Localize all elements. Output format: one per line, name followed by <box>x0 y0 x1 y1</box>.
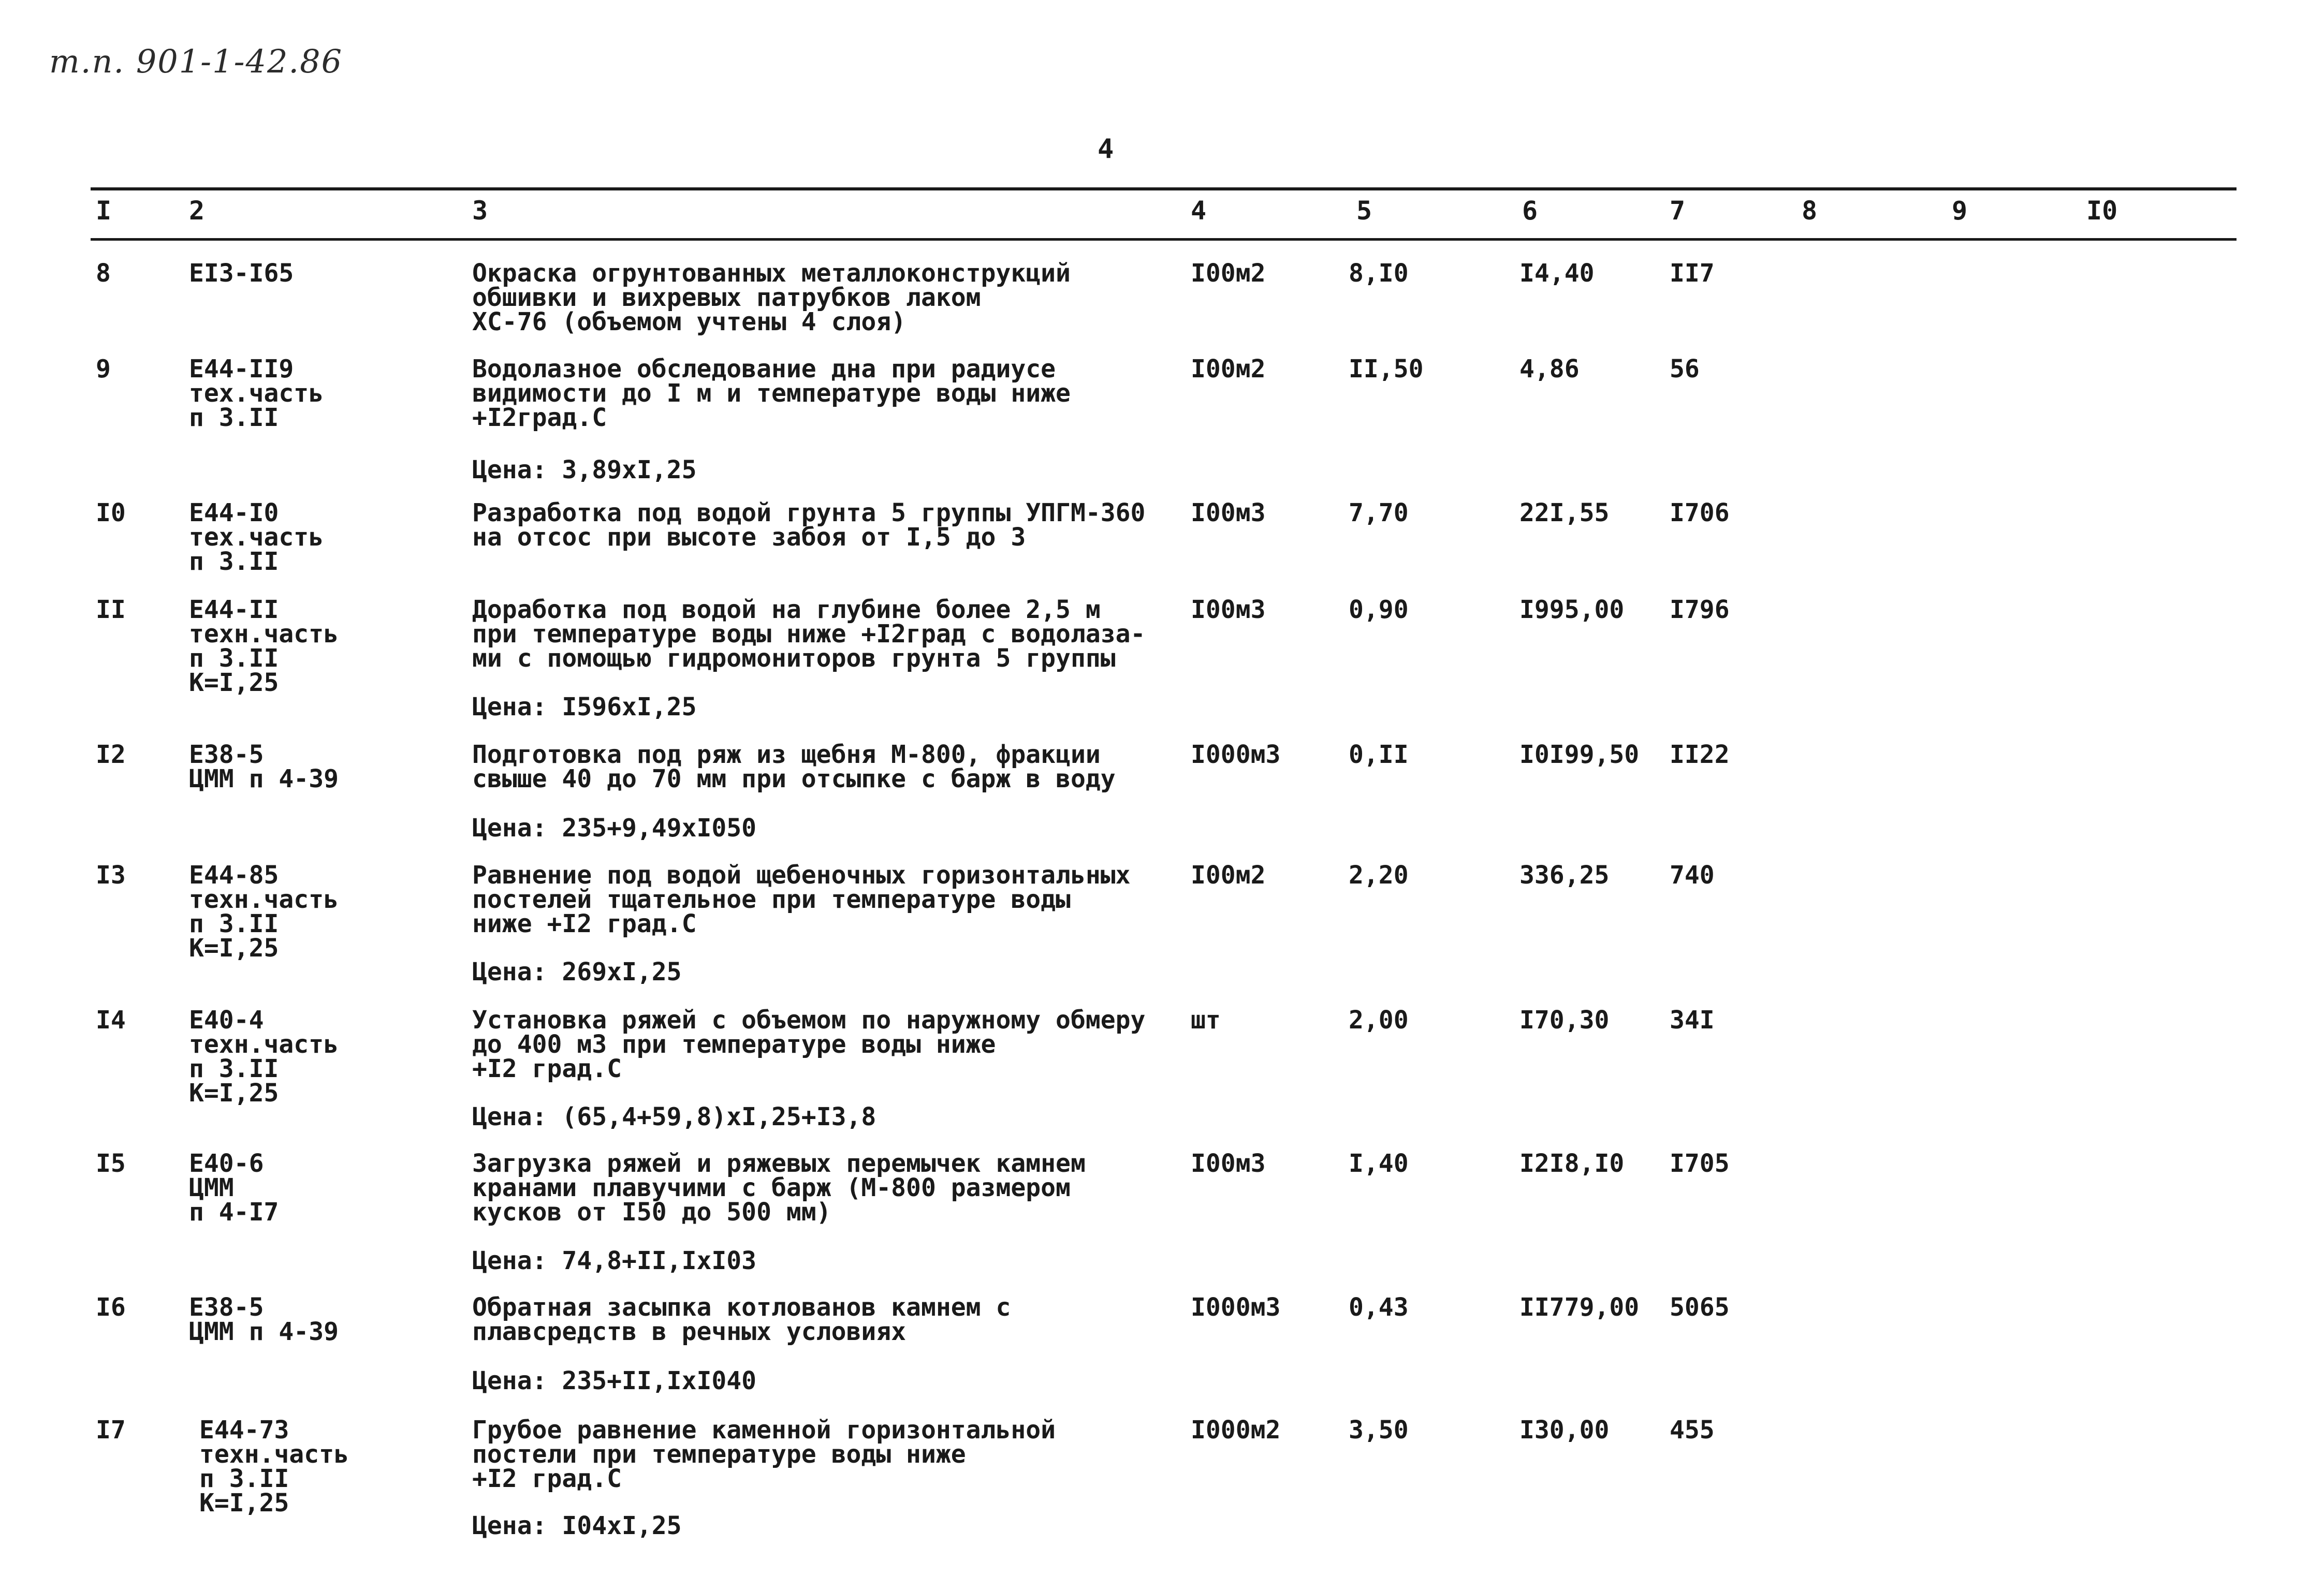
rate-code: E44-85 техн.часть п 3.II К=I,25 <box>189 861 339 963</box>
column-header-8: 8 <box>1802 196 1818 226</box>
unit-price: II779,00 <box>1519 1293 1640 1322</box>
work-description: Установка ряжей с объемом по наружному обмеру до 400 м3 при температуре воды ниже +I2 град.С <box>472 1006 1146 1083</box>
unit: I00м3 <box>1191 1149 1266 1178</box>
unit: I00м2 <box>1191 259 1266 288</box>
unit: I00м3 <box>1191 498 1266 527</box>
page-number: 4 <box>1098 134 1114 165</box>
rate-code: E40-4 техн.часть п 3.II К=I,25 <box>189 1006 339 1108</box>
quantity: 0,90 <box>1349 595 1409 624</box>
total-cost: I796 <box>1670 595 1730 624</box>
quantity: I,40 <box>1349 1149 1409 1178</box>
column-header-3: 3 <box>472 196 488 226</box>
rate-code: EI3-I65 <box>189 259 294 288</box>
column-header-10: I0 <box>2086 196 2118 226</box>
work-description: Водолазное обследование дна при радиусе видимости до I м и температуре воды ниже +I2град.С <box>472 355 1071 432</box>
price-note: Цена: 235+II,IхI040 <box>472 1366 757 1395</box>
work-description: Загрузка ряжей и ряжевых перемычек камнем кранами плавучими с барж (М-800 размером кусков от I50 до 500 мм) <box>472 1149 1086 1227</box>
quantity: 3,50 <box>1349 1416 1409 1445</box>
column-header-7: 7 <box>1670 196 1686 226</box>
column-header-2: 2 <box>189 196 205 226</box>
price-note: Цена: (65,4+59,8)хI,25+I3,8 <box>472 1102 876 1131</box>
unit: I00м2 <box>1191 355 1266 384</box>
price-note: Цена: I04хI,25 <box>472 1511 682 1540</box>
rate-code: E38-5 ЦММ п 4-39 <box>189 740 339 793</box>
unit: I00м3 <box>1191 595 1266 624</box>
unit: I000м3 <box>1191 1293 1281 1322</box>
quantity: 7,70 <box>1349 498 1409 527</box>
price-note: Цена: I596хI,25 <box>472 693 697 722</box>
row-number: I5 <box>96 1149 126 1178</box>
work-description: Равнение под водой щебеночных горизонтальных постелей тщательное при температуре воды ниже +I2 град.С <box>472 861 1131 938</box>
rate-code: E38-5 ЦММ п 4-39 <box>189 1293 339 1346</box>
rate-code: E44-II техн.часть п 3.II К=I,25 <box>189 595 339 697</box>
column-header-4: 4 <box>1191 196 1207 226</box>
unit-price: I995,00 <box>1519 595 1625 624</box>
total-cost: 56 <box>1670 355 1700 384</box>
quantity: II,50 <box>1349 355 1424 384</box>
unit: шт <box>1191 1006 1221 1035</box>
row-number: 9 <box>96 355 111 384</box>
work-description: Окраска огрунтованных металлоконструкций обшивки и вихревых патрубков лаком ХС-76 (объемом учтены 4 слоя) <box>472 259 1071 336</box>
row-number: I0 <box>96 498 126 527</box>
price-note: Цена: 235+9,49хI050 <box>472 814 757 843</box>
unit: I000м2 <box>1191 1416 1281 1445</box>
quantity: 2,00 <box>1349 1006 1409 1035</box>
row-number: I3 <box>96 861 126 890</box>
total-cost: 455 <box>1670 1416 1715 1445</box>
total-cost: II7 <box>1670 259 1715 288</box>
unit-price: 22I,55 <box>1519 498 1610 527</box>
document-code-handwritten: т.п. 901-1-42.86 <box>49 42 343 80</box>
total-cost: 34I <box>1670 1006 1715 1035</box>
unit-price: I0I99,50 <box>1519 740 1640 769</box>
total-cost: I705 <box>1670 1149 1730 1178</box>
quantity: 8,I0 <box>1349 259 1409 288</box>
quantity: 0,43 <box>1349 1293 1409 1322</box>
unit-price: I4,40 <box>1519 259 1595 288</box>
unit-price: I70,30 <box>1519 1006 1610 1035</box>
column-header-6: 6 <box>1522 196 1538 226</box>
column-header-5: 5 <box>1356 196 1372 226</box>
unit-price: 4,86 <box>1519 355 1580 384</box>
work-description: Доработка под водой на глубине более 2,5 м при температуре воды ниже +I2град с водолаза- ми с помощью гидромониторов грунта 5 группы <box>472 595 1146 673</box>
unit-price: 336,25 <box>1519 861 1610 890</box>
price-note: Цена: 74,8+II,IхI03 <box>472 1246 757 1275</box>
quantity: 0,II <box>1349 740 1409 769</box>
row-number: I7 <box>96 1416 126 1445</box>
total-cost: I706 <box>1670 498 1730 527</box>
column-header-1: I <box>96 196 112 226</box>
row-number: I6 <box>96 1293 126 1322</box>
price-note: Цена: 269хI,25 <box>472 958 682 987</box>
total-cost: 740 <box>1670 861 1715 890</box>
unit: I00м2 <box>1191 861 1266 890</box>
unit-price: I2I8,I0 <box>1519 1149 1625 1178</box>
total-cost: II22 <box>1670 740 1730 769</box>
unit-price: I30,00 <box>1519 1416 1610 1445</box>
row-number: I4 <box>96 1006 126 1035</box>
work-description: Разработка под водой грунта 5 группы УПГМ-360 на отсос при высоте забоя от I,5 до 3 <box>472 498 1146 552</box>
row-number: I2 <box>96 740 126 769</box>
rate-code: E44-I0 тех.часть п 3.II <box>189 498 324 576</box>
price-note: Цена: 3,89хI,25 <box>472 455 697 484</box>
rate-code: E44-II9 тех.часть п 3.II <box>189 355 324 432</box>
row-number: 8 <box>96 259 111 288</box>
rate-code: E40-6 ЦММ п 4-I7 <box>189 1149 279 1227</box>
rate-code: E44-73 техн.часть п 3.II К=I,25 <box>199 1416 349 1518</box>
total-cost: 5065 <box>1670 1293 1730 1322</box>
work-description: Подготовка под ряж из щебня М-800, фракции свыше 40 до 70 мм при отсыпке с барж в воду <box>472 740 1116 793</box>
unit: I000м3 <box>1191 740 1281 769</box>
work-description: Грубое равнение каменной горизонтальной постели при температуре воды ниже +I2 град.С <box>472 1416 1056 1493</box>
quantity: 2,20 <box>1349 861 1409 890</box>
row-number: II <box>96 595 126 624</box>
work-description: Обратная засыпка котлованов камнем с плавсредств в речных условиях <box>472 1293 1011 1346</box>
column-header-9: 9 <box>1952 196 1968 226</box>
